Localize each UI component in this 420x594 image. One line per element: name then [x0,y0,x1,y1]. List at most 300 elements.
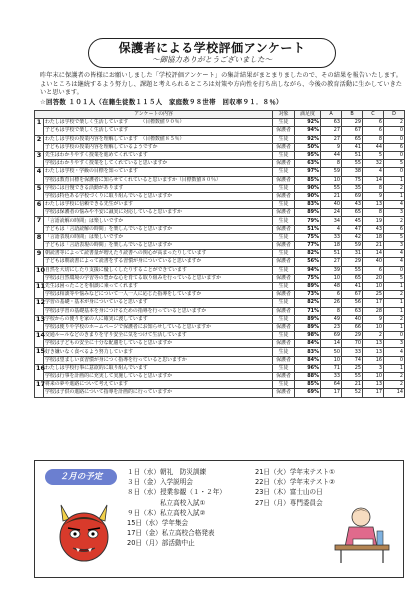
question-text: 「言語読解の時間」は楽しいですか [44,217,273,225]
count-b-cell: 31 [342,250,363,258]
count-b-cell: 29 [342,258,363,266]
target-cell: 生徒 [273,282,295,290]
count-d-cell: 0 [384,127,405,135]
count-c-cell: 17 [363,299,384,307]
target-cell: 生徒 [273,381,295,389]
question-text: わたしは学校に信頼できる先生がいます [44,201,273,209]
table-row [35,389,405,397]
question-text: 学校は子供の進路について指導を計画的に行っていますか [44,389,273,397]
count-d-cell: 4 [384,250,405,258]
schedule-item: 17日（金）私立高校合格発表 [127,529,215,538]
count-c-cell: 44 [363,143,384,151]
satisfaction-cell: 96% [295,364,321,372]
target-cell: 生徒 [273,233,295,241]
survey-table [34,110,405,398]
count-a-cell: 4 [321,225,342,233]
satisfaction-cell: 85% [295,381,321,389]
count-d-cell: 1 [384,282,405,290]
target-cell: 保護者 [273,192,295,200]
count-b-cell: 65 [342,274,363,282]
count-c-cell: 6 [363,119,384,127]
count-b-cell: 45 [342,217,363,225]
table-row [35,381,405,389]
satisfaction-cell: 94% [295,266,321,274]
schedule-item: 23日（木）富士山の日 [255,488,323,497]
schedule-list-right [255,467,335,508]
count-c-cell: 14 [363,250,384,258]
satisfaction-cell: 94% [295,127,321,135]
target-cell: 生徒 [273,348,295,356]
question-number: 17 [35,381,44,397]
schedule-item: 22日（水）学年末テスト② [255,478,335,487]
count-c-cell: 9 [363,315,384,323]
target-cell: 生徒 [273,299,295,307]
table-row [35,160,405,168]
response-counts: ☆回答数 １０１人（在籍生徒数１１５人 家庭数９８世帯 回収率９１．８％） [40,98,283,106]
table-row [35,135,405,143]
satisfaction-cell: 92% [295,119,321,127]
count-d-cell: 0 [384,332,405,340]
count-c-cell: 10 [363,373,384,381]
count-d-cell: 6 [384,143,405,151]
satisfaction-cell: 90% [295,184,321,192]
count-b-cell: 51 [342,151,363,159]
count-b-cell: 33 [342,348,363,356]
count-a-cell: 71 [321,364,342,372]
question-text: 学校は行事を計画的に充実して実施していると思いますか [44,373,273,381]
count-d-cell: 1 [384,323,405,331]
count-b-cell: 69 [342,192,363,200]
question-number: 2 [35,135,44,151]
table-row [35,151,405,159]
count-b-cell: 75 [342,176,363,184]
question-text: 「言語表現の時間」は楽しいですか [44,233,273,241]
count-a-cell: 39 [321,266,342,274]
question-text: 学習の基礎・基本が身についていると思います [44,299,273,307]
page-title: 保護者による学校評価アンケート [118,41,306,55]
count-a-cell: 44 [321,151,342,159]
question-number: 16 [35,364,44,380]
table-row [35,192,405,200]
count-a-cell: 10 [321,274,342,282]
count-b-cell: 59 [342,242,363,250]
satisfaction-cell: 92% [295,135,321,143]
count-d-cell: 0 [384,266,405,274]
target-cell: 生徒 [273,315,295,323]
count-a-cell: 64 [321,381,342,389]
table-header-row [35,111,405,119]
schedule-badge: ２月の予定 [45,469,117,485]
question-text: 学校は相談等や悩みなどについて一人一人に応じた指導をしていますか [44,291,273,299]
count-a-cell: 17 [321,389,342,397]
header-target: 対象 [273,111,295,119]
count-c-cell: 6 [363,266,384,274]
table-row [35,348,405,356]
table-row [35,299,405,307]
target-cell: 保護者 [273,258,295,266]
count-d-cell: 5 [384,233,405,241]
question-text: 学校はわかりやすく授業をしてくれていると思いますか [44,160,273,168]
count-d-cell: 2 [384,119,405,127]
schedule-list-left [127,467,226,549]
header-d: D [384,111,405,119]
target-cell: 生徒 [273,119,295,127]
question-text: 交通ルールなどのきまりを守り安全に気をつけて生活しています [44,332,273,340]
target-cell: 保護者 [273,307,295,315]
question-text: 学校は保護者の悩みや不安に誠実に対応していると思いますか [44,209,273,217]
target-cell: 生徒 [273,201,295,209]
count-a-cell: 55 [321,184,342,192]
satisfaction-cell: 69% [295,389,321,397]
count-b-cell: 29 [342,119,363,127]
count-a-cell: 27 [321,135,342,143]
target-cell: 生徒 [273,332,295,340]
count-a-cell: 27 [321,258,342,266]
table-row [35,307,405,315]
satisfaction-cell: 71% [295,307,321,315]
count-c-cell: 40 [363,258,384,266]
count-d-cell: 4 [384,258,405,266]
page-subtitle: ～御協力ありがとうございました～ [152,55,272,64]
satisfaction-cell: 90% [295,192,321,200]
question-number: 1 [35,119,44,135]
count-b-cell: 65 [342,135,363,143]
count-b-cell: 74 [342,356,363,364]
count-d-cell: 1 [384,176,405,184]
count-b-cell: 35 [342,184,363,192]
satisfaction-cell: 50% [295,143,321,151]
student-studying-icon [331,501,393,565]
satisfaction-cell: 84% [295,340,321,348]
target-cell: 生徒 [273,217,295,225]
count-d-cell: 3 [384,340,405,348]
count-a-cell: 14 [321,340,342,348]
count-a-cell: 27 [321,127,342,135]
satisfaction-cell: 56% [295,258,321,266]
question-text: 好き嫌いなく食べるよう努力しています [44,348,273,356]
question-text: 先生は困ったことを相談に乗ってくれます [44,282,273,290]
count-b-cell: 29 [342,332,363,340]
question-text: 先生はわかりやすく授業を進めてくれています [44,151,273,159]
target-cell: 生徒 [273,184,295,192]
satisfaction-cell: 97% [295,168,321,176]
count-b-cell: 21 [342,381,363,389]
target-cell: 生徒 [273,266,295,274]
count-a-cell: 9 [321,143,342,151]
question-text: 学校は教育目標を保護者に知らせてくれていると思いますか（目標数値８０％） [44,176,273,184]
count-c-cell: 8 [363,209,384,217]
question-text: 学校は便りや学校のホームページで保護者にお知らせしていると思いますか [44,323,273,331]
count-a-cell: 10 [321,176,342,184]
count-a-cell: 21 [321,192,342,200]
count-d-cell: 2 [384,381,405,389]
target-cell: 保護者 [273,340,295,348]
count-b-cell: 40 [342,315,363,323]
target-cell: 保護者 [273,389,295,397]
count-c-cell: 18 [363,233,384,241]
count-d-cell: 2 [384,217,405,225]
count-b-cell: 41 [342,143,363,151]
count-b-cell: 25 [342,364,363,372]
target-cell: 生徒 [273,151,295,159]
count-c-cell: 8 [363,135,384,143]
count-b-cell: 67 [342,127,363,135]
question-number: 4 [35,168,44,184]
table-row [35,364,405,372]
count-d-cell: 3 [384,209,405,217]
question-number: 15 [35,348,44,364]
count-c-cell: 6 [363,127,384,135]
header-content: アンケートの内容 [35,111,273,119]
count-d-cell: 3 [384,242,405,250]
target-cell: 保護者 [273,274,295,282]
schedule-item: ８日（水）授業参観（１・２年） [127,488,226,497]
count-a-cell: 6 [321,291,342,299]
count-b-cell: 55 [342,373,363,381]
schedule-item: ９日（木）私立高校入試② [127,508,206,517]
count-c-cell: 16 [363,356,384,364]
satisfaction-cell: 84% [295,356,321,364]
count-a-cell: 33 [321,373,342,381]
count-b-cell: 38 [342,168,363,176]
count-c-cell: 20 [363,274,384,282]
header-satisfaction: 満足度 [295,111,321,119]
count-c-cell: 9 [363,192,384,200]
count-a-cell: 48 [321,282,342,290]
question-text: 学校は特色ある学校づくりに取り組んでいると思いますか [44,192,273,200]
question-number: 5 [35,184,44,200]
target-cell: 保護者 [273,291,295,299]
schedule-item: 私立高校入試① [127,498,206,507]
count-d-cell: 14 [384,389,405,397]
count-a-cell: 26 [321,299,342,307]
count-d-cell: 4 [384,348,405,356]
count-c-cell: 10 [363,282,384,290]
count-d-cell: 1 [384,364,405,372]
satisfaction-cell: 85% [295,176,321,184]
satisfaction-cell: 88% [295,373,321,381]
count-d-cell: 1 [384,192,405,200]
intro-paragraph: 昨年末に保護者の皆様にお願いしました「学校評価アンケート」の集計結果がまとまりましたので、その結果を報告いたします。よいところは継続するよう努力し、課題と考えられるところは対策や方向性を打ち出しながら、今後の教育活動に生かしていきたいと思います。 [40,72,402,97]
count-a-cell: 8 [321,307,342,315]
table-row [35,323,405,331]
question-number: 8 [35,233,44,249]
target-cell: 保護者 [273,176,295,184]
table-row [35,209,405,217]
count-d-cell: 2 [384,315,405,323]
table-row [35,201,405,209]
count-c-cell: 13 [363,381,384,389]
header-c: C [363,111,384,119]
satisfaction-cell: 63% [295,160,321,168]
question-number: 6 [35,201,44,217]
count-d-cell: 1 [384,307,405,315]
count-b-cell: 41 [342,282,363,290]
count-d-cell: 1 [384,299,405,307]
header-b: B [342,111,363,119]
question-number: 12 [35,299,44,315]
count-b-cell: 55 [342,266,363,274]
table-row [35,119,405,127]
count-d-cell: 0 [384,135,405,143]
table-row [35,282,405,290]
question-text: 子どもは「言語表現の時間」を楽しんでいると思いますか [44,242,273,250]
count-d-cell: 0 [384,151,405,159]
table-row [35,340,405,348]
schedule-box [34,460,404,578]
count-b-cell: 42 [342,233,363,241]
count-c-cell: 13 [363,201,384,209]
count-a-cell: 23 [321,323,342,331]
target-cell: 保護者 [273,242,295,250]
question-number: 11 [35,282,44,298]
count-c-cell: 3 [363,364,384,372]
satisfaction-cell: 89% [295,209,321,217]
oni-mask-icon [53,501,115,565]
count-d-cell: 6 [384,225,405,233]
count-c-cell: 17 [363,389,384,397]
table-row [35,291,405,299]
question-text: 自然を大切にしたり支援に優しくしたりすることができています [44,266,273,274]
count-a-cell: 40 [321,201,342,209]
satisfaction-cell: 79% [295,217,321,225]
count-a-cell: 49 [321,315,342,323]
header-a: A [321,111,342,119]
count-b-cell: 63 [342,307,363,315]
target-cell: 保護者 [273,143,295,151]
count-c-cell: 14 [363,176,384,184]
count-c-cell: 28 [363,307,384,315]
count-b-cell: 43 [342,201,363,209]
count-a-cell: 8 [321,160,342,168]
count-a-cell: 63 [321,119,342,127]
schedule-item: 20日（月）部活動中止 [127,539,195,548]
count-c-cell: 4 [363,168,384,176]
count-c-cell: 13 [363,340,384,348]
count-c-cell: 8 [363,184,384,192]
question-text: 学校からの便りを家の人に確実に渡しています [44,315,273,323]
satisfaction-cell: 89% [295,282,321,290]
satisfaction-cell: 77% [295,242,321,250]
count-d-cell: 5 [384,160,405,168]
satisfaction-cell: 89% [295,323,321,331]
satisfaction-cell: 51% [295,225,321,233]
count-b-cell: 47 [342,225,363,233]
count-d-cell: 0 [384,356,405,364]
question-text: 子どもは学校で楽しく生活しています [44,127,273,135]
count-c-cell: 43 [363,225,384,233]
count-b-cell: 65 [342,209,363,217]
table-row [35,143,405,151]
target-cell: 保護者 [273,160,295,168]
question-text: 子どもは学校の授業内容を理解しているようですか [44,143,273,151]
question-text: 学校は望ましい食習慣が身につく指導を行っていると思いますか [44,356,273,364]
schedule-item: １日（水）朝礼 防災訓練 [127,468,207,476]
count-d-cell: 2 [384,291,405,299]
target-cell: 保護者 [273,209,295,217]
question-text: 将来の夢や進路について考えています [44,381,273,389]
satisfaction-cell: 82% [295,299,321,307]
count-c-cell: 25 [363,291,384,299]
schedule-item: ３日（金）入学説明会 [127,478,193,487]
count-c-cell: 21 [363,242,384,250]
satisfaction-cell: 83% [295,201,321,209]
count-d-cell: 5 [384,274,405,282]
target-cell: 生徒 [273,135,295,143]
question-text: 子どもは朝読書によって読書をする習慣が身についていると思いますか [44,258,273,266]
count-d-cell: 4 [384,201,405,209]
table-row [35,356,405,364]
question-text: 学校は学習の基礎基本を身につけるための指導を行っていると思いますか [44,307,273,315]
schedule-item: 15日（水）学年集会 [127,519,189,528]
table-row [35,250,405,258]
question-text: わたしは学校・学級の目標を知っています [44,168,273,176]
satisfaction-cell: 82% [295,250,321,258]
count-d-cell: 2 [384,373,405,381]
question-text: 子どもは「言語読解の時間」を楽しんでいると思いますか [44,225,273,233]
question-number: 3 [35,151,44,167]
question-text: 学校は自然環境の学習等の豊かな心を育てる取り組みを行っていると思いますか [44,274,273,282]
table-row [35,315,405,323]
target-cell: 生徒 [273,364,295,372]
question-text: わたしは学校行事に意欲的に取り組んでいます [44,364,273,372]
question-number: 9 [35,250,44,266]
question-text: わたしは学校の授業内容を理解しています （目標数値８５％） [44,135,273,143]
satisfaction-cell: 75% [295,233,321,241]
count-b-cell: 55 [342,160,363,168]
count-c-cell: 2 [363,332,384,340]
table-row [35,233,405,241]
table-row [35,332,405,340]
target-cell: 保護者 [273,373,295,381]
satisfaction-cell: 89% [295,315,321,323]
count-c-cell: 10 [363,323,384,331]
table-row [35,184,405,192]
count-c-cell: 13 [363,348,384,356]
question-text: 朝読書等によって読書量が増えたり読書への関心が高まったりしています [44,250,273,258]
table-row [35,127,405,135]
question-text: 学校は子どもの安全に十分な配慮をしていると思いますか [44,340,273,348]
question-text: 学校には自慢できる活動があります [44,184,273,192]
schedule-item: 21日（火）学年末テスト① [255,468,335,476]
target-cell: 生徒 [273,168,295,176]
question-number: 14 [35,332,44,348]
count-d-cell: 2 [384,184,405,192]
table-row [35,258,405,266]
schedule-item: 27日（月）専門委員会 [255,498,323,507]
survey-body [35,119,405,397]
count-a-cell: 59 [321,168,342,176]
satisfaction-cell: 75% [295,274,321,282]
target-cell: 保護者 [273,323,295,331]
count-b-cell: 56 [342,299,363,307]
satisfaction-cell: 83% [295,348,321,356]
table-row [35,217,405,225]
count-d-cell: 0 [384,168,405,176]
target-cell: 生徒 [273,250,295,258]
table-row [35,176,405,184]
count-a-cell: 50 [321,348,342,356]
count-a-cell: 33 [321,233,342,241]
count-a-cell: 51 [321,250,342,258]
table-row [35,266,405,274]
satisfaction-cell: 73% [295,291,321,299]
count-c-cell: 19 [363,217,384,225]
question-number: 13 [35,315,44,331]
target-cell: 保護者 [273,356,295,364]
title-box [88,38,336,68]
question-text: わたしは学校で楽しく生活しています （目標数値９０％） [44,119,273,127]
